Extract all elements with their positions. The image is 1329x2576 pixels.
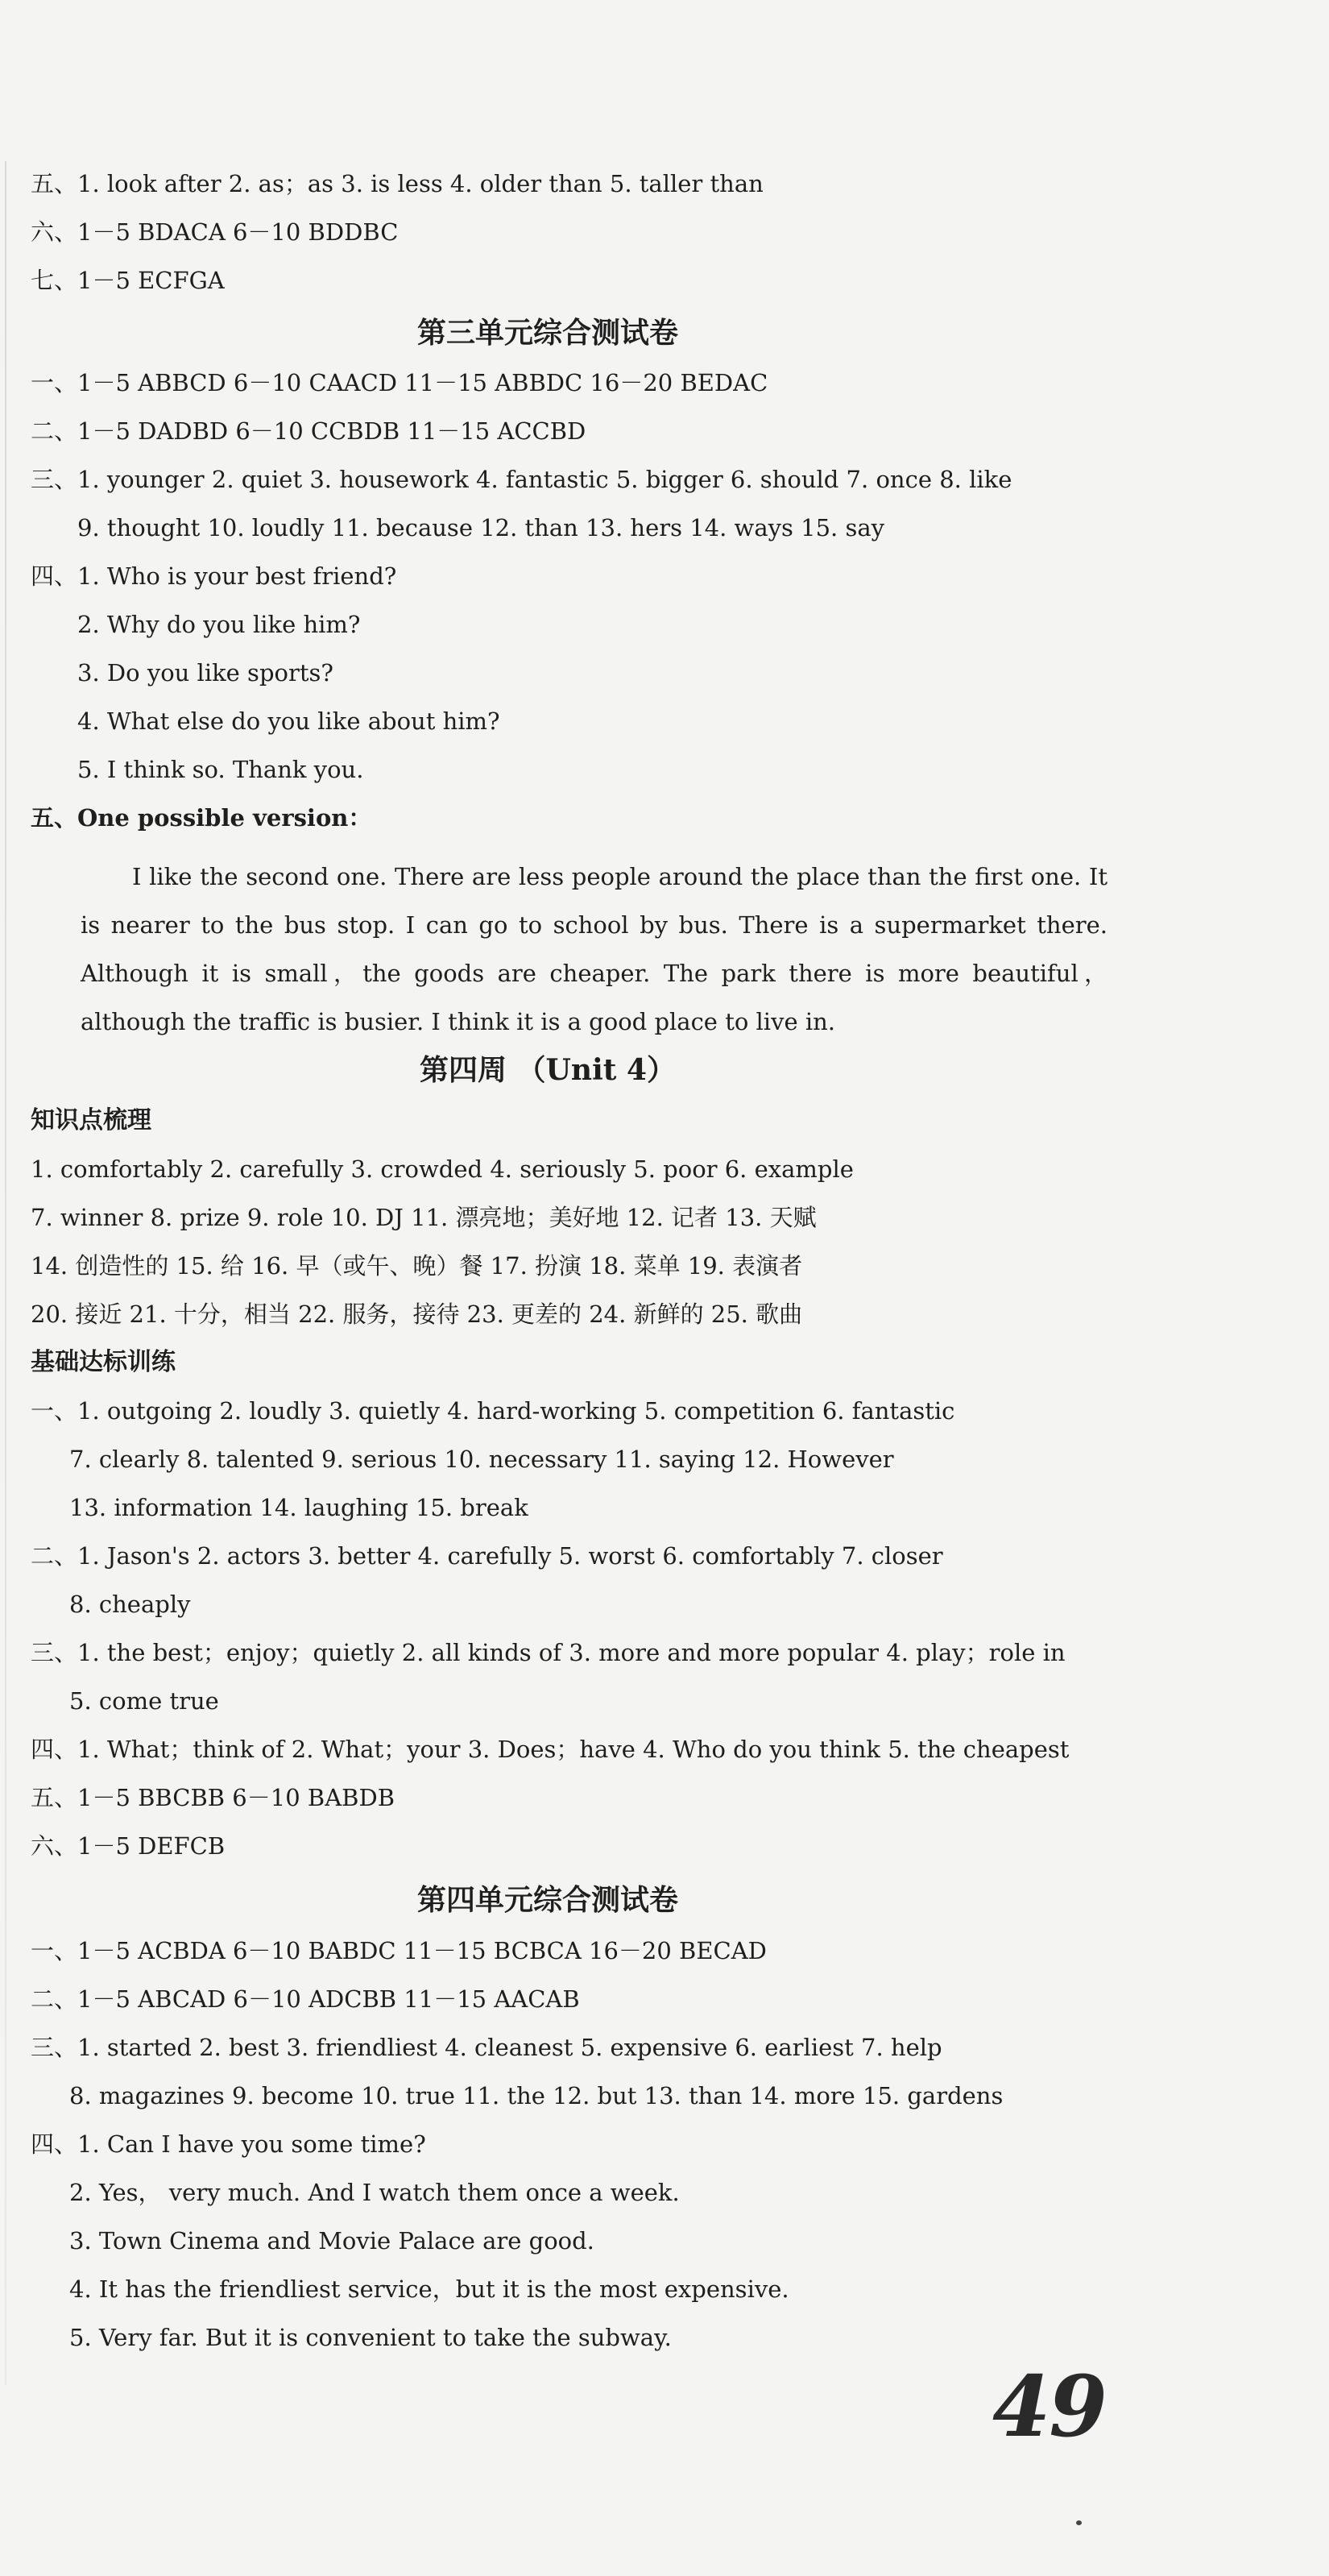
answer-line: 8. cheaply xyxy=(69,1591,191,1618)
answer-line: 7. clearly 8. talented 9. serious 10. necessary 11. saying 12. However xyxy=(69,1446,894,1473)
answer-line: 2. Why do you like him? xyxy=(77,611,361,638)
answer-line: 2. Yes， very much. And I watch them once a week. xyxy=(69,2179,680,2206)
subsection-title: 基础达标训练 xyxy=(31,1348,176,1376)
answer-line: 五、1. look after 2. as；as 3. is less 4. older than 5. taller than xyxy=(31,170,764,197)
ink-dot xyxy=(1076,2520,1082,2525)
answer-line: 四、1. What；think of 2. What；your 3. Does；have 4. Who do you think 5. the cheapest xyxy=(31,1736,1070,1763)
answer-line: 3. Town Cinema and Movie Palace are good. xyxy=(69,2227,594,2255)
answer-line: 4. What else do you like about him? xyxy=(77,707,500,735)
answer-line: 一、1－5 ACBDA 6－10 BABDC 11－15 BCBCA 16－20 BECAD xyxy=(31,1937,767,1964)
answer-line: 一、1－5 ABBCD 6－10 CAACD 11－15 ABBDC 16－20 BEDAC xyxy=(31,369,768,396)
page-number: 49 xyxy=(992,2357,1106,2456)
answer-line: 三、1. started 2. best 3. friendliest 4. cleanest 5. expensive 6. earliest 7. help xyxy=(31,2034,942,2061)
answer-line: 二、1. Jason's 2. actors 3. better 4. carefully 5. worst 6. comfortably 7. closer xyxy=(31,1542,943,1570)
section-heading: 第四周 （Unit 4） xyxy=(420,1053,676,1087)
answer-line: 四、1. Who is your best friend? xyxy=(31,562,397,590)
answer-line: 七、1－5 ECFGA xyxy=(31,267,225,294)
section-heading: 第三单元综合测试卷 xyxy=(416,316,678,350)
answer-line: 5. I think so. Thank you. xyxy=(77,756,364,783)
answer-line: 五、One possible version： xyxy=(31,804,372,832)
answer-line: 7. winner 8. prize 9. role 10. DJ 11. 漂亮地；美好地 12. 记者 13. 天赋 xyxy=(31,1204,817,1231)
answer-line: 三、1. the best；enjoy；quietly 2. all kinds of 3. more and more popular 4. play；role in xyxy=(31,1639,1066,1666)
answer-line: 8. magazines 9. become 10. true 11. the 12. but 13. than 14. more 15. gardens xyxy=(69,2082,1004,2109)
answer-line: 四、1. Can I have you some time? xyxy=(31,2130,426,2158)
answer-line: 9. thought 10. loudly 11. because 12. than 13. hers 14. ways 15. say xyxy=(77,514,885,541)
answer-line: 20. 接近 21. 十分，相当 22. 服务，接待 23. 更差的 24. 新鲜的 25. 歌曲 xyxy=(31,1300,803,1328)
answer-line: 三、1. younger 2. quiet 3. housework 4. fantastic 5. bigger 6. should 7. once 8. like xyxy=(31,466,1012,493)
subsection-title: 知识点梳理 xyxy=(31,1106,151,1135)
answer-line: 六、1－5 DEFCB xyxy=(31,1832,226,1860)
answer-line: 13. information 14. laughing 15. break xyxy=(69,1494,528,1521)
essay-block xyxy=(81,852,1108,1046)
answer-line: 一、1. outgoing 2. loudly 3. quietly 4. hard-working 5. competition 6. fantastic xyxy=(31,1397,955,1425)
section-heading: 第四单元综合测试卷 xyxy=(416,1883,678,1917)
answer-line: 5. Very far. But it is convenient to take the subway. xyxy=(69,2324,672,2351)
answer-line: 3. Do you like sports? xyxy=(77,659,333,687)
answer-line: 1. comfortably 2. carefully 3. crowded 4. seriously 5. poor 6. example xyxy=(31,1155,854,1183)
page-edge-shadow xyxy=(5,161,6,2385)
answer-line: 14. 创造性的 15. 给 16. 早（或午、晚）餐 17. 扮演 18. 菜单 19. 表演者 xyxy=(31,1252,803,1280)
answer-line: 五、1－5 BBCBB 6－10 BABDB xyxy=(31,1784,395,1811)
essay-text: I like the second one. There are less people around the place than the first one. It is nearer to the bus stop. I can go to school by bus. There is a supermarket there. Although it is small，the goods are cheaper. The park there is more beautiful，although the traffic is busier. I think it is a good place to live in. xyxy=(81,863,1108,1035)
answer-line: 4. It has the friendliest service，but it is the most expensive. xyxy=(69,2275,789,2303)
answer-line: 六、1－5 BDACA 6－10 BDDBC xyxy=(31,218,399,246)
answer-line: 二、1－5 DADBD 6－10 CCBDB 11－15 ACCBD xyxy=(31,417,586,445)
answer-line: 5. come true xyxy=(69,1687,219,1715)
answer-line: 二、1－5 ABCAD 6－10 ADCBB 11－15 AACAB xyxy=(31,1985,580,2013)
